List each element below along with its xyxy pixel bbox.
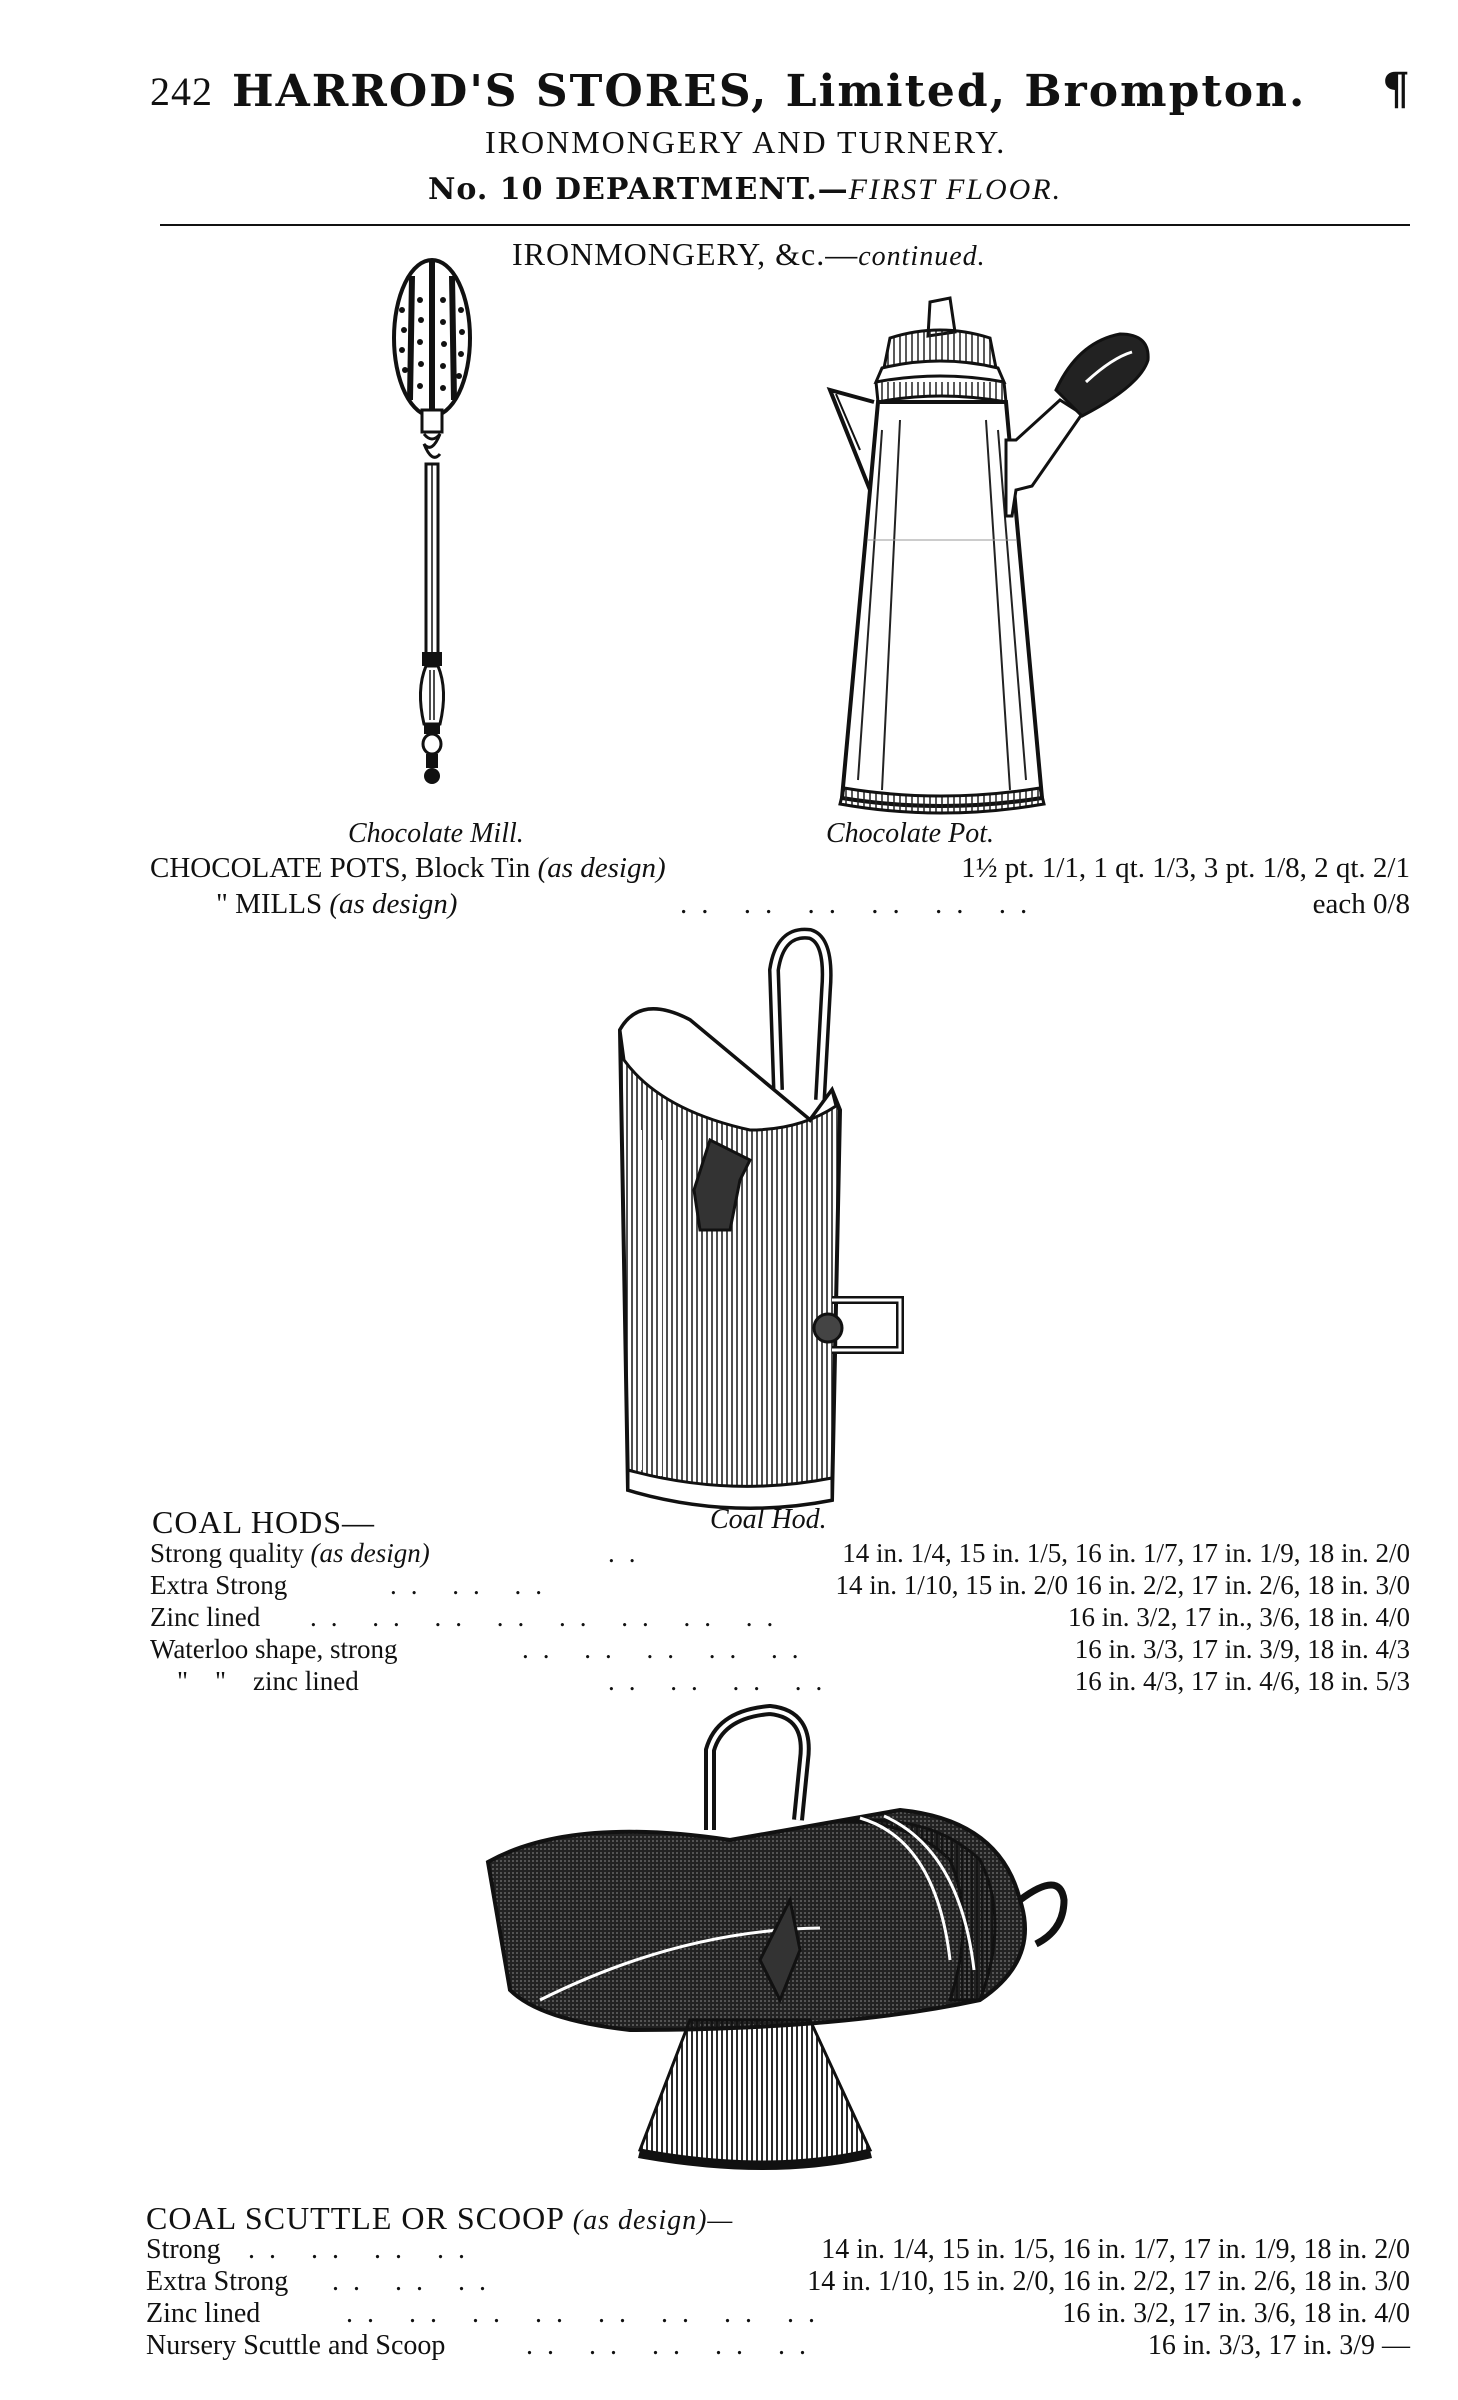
coal-hods-heading: COAL HODS—: [152, 1504, 376, 1540]
leader-dots: .. .. .. .. .. .. .. ..: [346, 2298, 829, 2329]
price-row: [146, 2330, 1410, 2364]
item-price: 14 in. 1/10, 15 in. 2/0 16 in. 2/2, 17 in. 2/6, 18 in. 3/0: [835, 1570, 1410, 1600]
item-name: CHOCOLATE POTS, Block Tin: [150, 852, 538, 884]
item-label: Zinc lined: [146, 2298, 261, 2329]
page-subtitle: IRONMONGERY AND TURNERY.: [485, 124, 1007, 160]
chocolate-pot-illustration: [820, 290, 1160, 830]
price-row: [146, 2234, 1410, 2268]
leader-dots: ..: [608, 1538, 650, 1568]
page-title: HARROD'S STORES, Limited, Brompton.: [232, 66, 1307, 117]
price-row: [150, 1666, 1410, 1700]
section-title: [512, 236, 986, 273]
item-note: (as design): [537, 852, 666, 884]
item-price: 16 in. 3/2, 17 in., 3/6, 18 in. 4/0: [1067, 1602, 1410, 1632]
price-row: [150, 1538, 1410, 1572]
item-name: Strong quality: [150, 1538, 311, 1568]
coal-scuttle-note: (as design)—: [572, 2205, 734, 2236]
item-name: Waterloo shape, strong: [150, 1634, 398, 1664]
item-label: [150, 1634, 398, 1665]
department-line: [428, 172, 1062, 207]
price-row: [150, 1602, 1410, 1636]
item-price: 1½ pt. 1/1, 1 qt. 1/3, 3 pt. 1/8, 2 qt. 2/1: [961, 852, 1410, 884]
coal-scuttle-heading: [146, 2200, 733, 2237]
caption-chocolate-pot: Chocolate Pot.: [826, 818, 994, 849]
department-label: No. 10 DEPARTMENT.—: [428, 172, 849, 207]
item-label: [150, 1602, 260, 1633]
leader-dots: .. .. ..: [332, 2266, 500, 2297]
item-price: 14 in. 1/4, 15 in. 1/5, 16 in. 1/7, 17 in. 1/9, 18 in. 2/0: [842, 1538, 1410, 1568]
header-rule: [160, 224, 1410, 226]
coal-scuttle-title: COAL SCUTTLE OR SCOOP: [146, 2200, 573, 2236]
section-title-italic: continued.: [858, 241, 986, 272]
coal-hod-illustration: [600, 930, 960, 1510]
caption-coal-hod: Coal Hod.: [710, 1504, 827, 1535]
item-label: Extra Strong: [146, 2266, 289, 2297]
floor-label: FIRST FLOOR.: [848, 173, 1063, 206]
leader-dots: .. .. .. .. ..: [526, 2330, 820, 2361]
item-price: 16 in. 3/2, 17 in. 3/6, 18 in. 4/0: [1062, 2298, 1410, 2329]
item-note: (as design): [310, 1538, 430, 1568]
price-row: [146, 2298, 1410, 2332]
item-price: 16 in. 3/3, 17 in. 3/9 —: [1147, 2330, 1410, 2361]
item-label: [150, 852, 666, 885]
price-row: [150, 852, 1410, 886]
item-label: [150, 1570, 287, 1601]
price-row: [150, 1634, 1410, 1668]
item-name: Zinc lined: [150, 1602, 261, 1632]
caption-chocolate-mill: Chocolate Mill.: [348, 818, 524, 849]
leader-dots: .. .. .. ..: [248, 2234, 479, 2265]
leader-dots: .. .. .. .. ..: [522, 1634, 813, 1664]
item-label: [150, 1666, 359, 1697]
item-label: [150, 1538, 430, 1569]
page-number: 242: [150, 69, 213, 114]
price-row: [150, 1570, 1410, 1604]
item-name: Extra Strong: [150, 1570, 288, 1600]
item-label: Strong: [146, 2234, 221, 2265]
item-label: Nursery Scuttle and Scoop: [146, 2330, 446, 2361]
item-name: " MILLS: [216, 888, 330, 920]
leader-dots: .. .. .. .. .. ..: [680, 888, 1042, 920]
price-row: [146, 2266, 1410, 2300]
leader-dots: .. .. .. .. .. .. .. ..: [310, 1602, 788, 1632]
leader-dots: .. .. ..: [390, 1570, 556, 1600]
item-price: 14 in. 1/10, 15 in. 2/0, 16 in. 2/2, 17 in. 2/6, 18 in. 3/0: [807, 2266, 1410, 2297]
section-title-text: IRONMONGERY, &c.—: [512, 236, 859, 272]
item-price: 16 in. 3/3, 17 in. 3/9, 18 in. 4/3: [1074, 1634, 1410, 1664]
item-label: [216, 888, 457, 921]
item-note: (as design): [329, 888, 458, 920]
leader-dots: .. .. .. ..: [608, 1666, 837, 1696]
paragraph-mark: ¶: [1382, 64, 1410, 115]
item-price: 14 in. 1/4, 15 in. 1/5, 16 in. 1/7, 17 in. 1/9, 18 in. 2/0: [821, 2234, 1410, 2265]
item-price: each 0/8: [1312, 888, 1410, 920]
item-price: 16 in. 4/3, 17 in. 4/6, 18 in. 5/3: [1074, 1666, 1410, 1696]
item-name: " " zinc lined: [150, 1666, 359, 1696]
coal-scuttle-illustration: [480, 1700, 1080, 2170]
price-row: [150, 888, 1410, 922]
chocolate-mill-illustration: [390, 250, 530, 810]
